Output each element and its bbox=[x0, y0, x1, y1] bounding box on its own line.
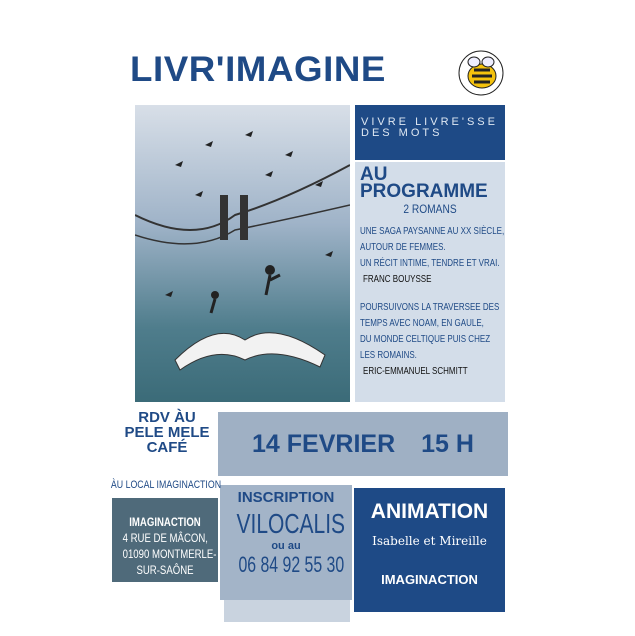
book1-line: UNE SAGA PAYSANNE AU XX SIÈCLE, bbox=[360, 226, 505, 237]
programme-box bbox=[355, 162, 505, 402]
inscription-box bbox=[220, 485, 352, 600]
inscription-label: INSCRIPTION bbox=[237, 489, 335, 506]
venue-local: ÀU LOCAL IMAGINACTION bbox=[110, 479, 222, 491]
author1: FRANC BOUYSSE bbox=[363, 274, 432, 285]
animation-box bbox=[354, 488, 505, 612]
book2-line: TEMPS AVEC NOAM, EN GAULE, bbox=[360, 318, 484, 329]
inscription-phone: 06 84 92 55 30 bbox=[238, 552, 345, 577]
address-line: SUR-SAÔNE bbox=[136, 563, 194, 577]
date-box bbox=[218, 412, 508, 476]
venue-line: RDV ÀU bbox=[138, 409, 196, 426]
tagline-box: VIVRE LIVRE'SSE DES MOTS bbox=[355, 105, 505, 160]
inscription-or: ou au bbox=[271, 540, 301, 552]
bee-logo-icon bbox=[458, 50, 504, 96]
address-box bbox=[112, 498, 218, 582]
animation-org: IMAGINACTION bbox=[381, 572, 478, 587]
book2-line: LES ROMAINS. bbox=[360, 350, 417, 361]
event-date: 14 FEVRIER bbox=[252, 429, 396, 458]
address-line: 4 RUE DE MÂCON, bbox=[122, 531, 208, 545]
animation-names: Isabelle et Mireille bbox=[372, 534, 487, 548]
address-line: IMAGINACTION bbox=[129, 515, 201, 529]
venue-line: PELE MELE bbox=[124, 424, 210, 441]
address-line: 01090 MONTMERLE- bbox=[122, 547, 217, 561]
venue-line: CAFÉ bbox=[146, 439, 188, 456]
poster-title: LIVR'IMAGINE bbox=[130, 50, 386, 89]
book1-line: UN RÉCIT INTIME, TENDRE ET VRAI. bbox=[360, 258, 500, 269]
programme-heading: AU PROGRAMME bbox=[360, 164, 488, 202]
book-illustration bbox=[135, 105, 350, 402]
decorative-box bbox=[224, 600, 350, 622]
book2-line: DU MONDE CELTIQUE PUIS CHEZ bbox=[360, 334, 491, 345]
venue bbox=[112, 410, 222, 455]
author2: ERIC-EMMANUEL SCHMITT bbox=[363, 366, 468, 377]
book2-line: POURSUIVONS LA TRAVERSEE DES bbox=[360, 302, 500, 313]
event-time: 15 H bbox=[421, 429, 474, 458]
animation-label: ANIMATION bbox=[370, 500, 489, 523]
programme-count: 2 ROMANS bbox=[403, 202, 457, 216]
inscription-name: VILOCALIS bbox=[236, 508, 346, 539]
book1-line: AUTOUR DE FEMMES. bbox=[360, 242, 446, 253]
